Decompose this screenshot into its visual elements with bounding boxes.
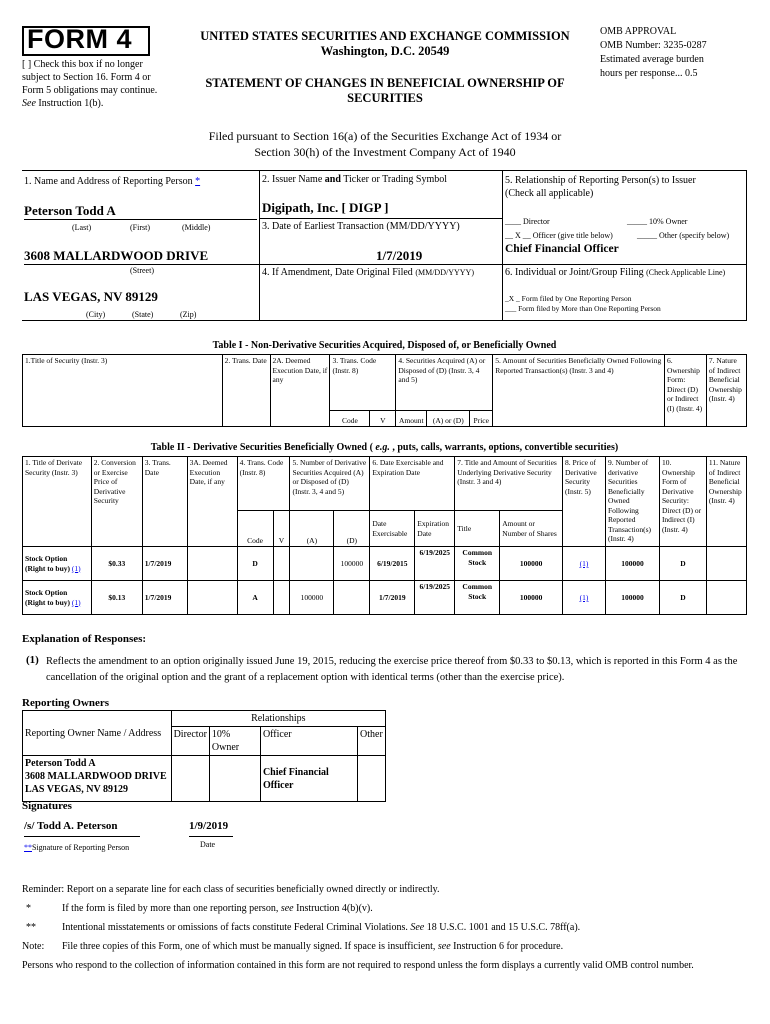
signatures-heading: Signatures — [22, 800, 72, 812]
row-nature — [706, 547, 746, 581]
earliest-date-label: 3. Date of Earliest Transaction (MM/DD/YYYY) — [262, 221, 460, 232]
row-d: 100000 — [334, 547, 370, 581]
explanation-text: Reflects the amendment to an option originally issued June 19, 2015, reducing the exercise price thereof from $0.33 to $0.13, which is reported in this Form 4 as the cancellation of the original option and the grant of a replacement option with identical terms (other than the exercise price). — [46, 656, 738, 683]
city-label: (City) — [86, 310, 106, 319]
box-border-top — [22, 170, 747, 171]
date-label: Date — [200, 840, 216, 849]
explanation-heading: Explanation of Responses: — [22, 633, 147, 645]
zip-label: (Zip) — [180, 310, 197, 319]
row-d — [334, 581, 370, 615]
t1-col-ownership-form: 6. Ownership Form: Direct (D) or Indirect (I) (Instr. 4) — [664, 355, 706, 427]
relationship-officer: __ X __ Officer (give title below) — [505, 231, 613, 240]
owners-col-ten: 10% Owner — [209, 727, 260, 756]
row-nature — [706, 581, 746, 615]
agency-name: UNITED STATES SECURITIES AND EXCHANGE COMMISSION Washington, D.C. 20549 — [200, 29, 570, 58]
table1-non-derivative — [22, 354, 747, 427]
t1-col-deemed: 2A. Deemed Execution Date, if any — [270, 355, 330, 427]
row-exp-date: 6/19/2025 — [415, 581, 455, 615]
owner-other — [358, 756, 386, 802]
t1-col-nature: 7. Nature of Indirect Beneficial Ownership (Instr. 4) — [706, 355, 746, 427]
omb-approval: OMB APPROVAL OMB Number: 3235-0287 Estimated average burden hours per response... 0.5 — [600, 26, 707, 79]
state-label: (State) — [132, 310, 154, 319]
reminder: Reminder: Report on a separate line for each class of securities beneficially owned directly or indirectly. — [22, 884, 440, 895]
dstar-note: Intentional misstatements or omissions of facts constitute Federal Criminal Violations. See 18 U.S.C. 1001 and 15 U.S.C. 78ff(a). — [62, 922, 581, 933]
row-exp-date: 6/19/2025 — [415, 547, 455, 581]
t2-sub-code: Code — [237, 511, 273, 547]
t1-col-acquired: 4. Securities Acquired (A) or Disposed of (D) (Instr. 3, 4 and 5) — [396, 355, 493, 411]
row-deemed — [187, 547, 237, 581]
street-underline — [24, 264, 259, 265]
first-label: (First) — [130, 223, 150, 232]
row-title: Common Stock — [455, 581, 500, 615]
filing-multi-person: ___ Form filed by More than One Reporting Person — [505, 304, 661, 313]
t2-col-deemed: 3A. Deemed Execution Date, if any — [187, 457, 237, 547]
table-row — [23, 581, 747, 615]
star-note: If the form is filed by more than one reporting person, see Instruction 4(b)(v). — [62, 903, 373, 914]
t2-col-code: 4. Trans. Code (Instr. 8) — [237, 457, 290, 511]
row-trans-date: 1/7/2019 — [142, 547, 187, 581]
row-v — [273, 547, 290, 581]
t1-col-code: 3. Trans. Code (Instr. 8) — [330, 355, 396, 411]
owner-officer: Chief Financial Officer — [260, 756, 357, 802]
row-code: D — [237, 547, 273, 581]
box-divider-2 — [502, 170, 503, 320]
amendment-label: 4. If Amendment, Date Original Filed (MM/DD/YYYY) — [262, 267, 474, 278]
row-code: A — [237, 581, 273, 615]
row-title: Common Stock — [455, 547, 500, 581]
dstar-mark: ** — [26, 922, 36, 933]
t2-col-number: 5. Number of Derivative Securities Acquired (A) or Disposed of (D) (Instr. 3, 4 and 5) — [290, 457, 370, 511]
owners-heading: Reporting Owners — [22, 697, 110, 709]
row-date-ex: 6/19/2015 — [370, 547, 415, 581]
row-trans-date: 1/7/2019 — [142, 581, 187, 615]
owners-col-officer: Officer — [260, 727, 357, 756]
t1-sub-amount: Amount — [396, 411, 427, 427]
row-form: D — [659, 581, 706, 615]
row-price-footnote-link[interactable]: (1) — [579, 558, 589, 568]
row-date-ex: 1/7/2019 — [370, 581, 415, 615]
section16-check-note: [ ] Check this box if no longer subject to Section 16. Form 4 or Form 5 obligations may continue. See Instruction 1(b). — [22, 59, 158, 109]
row-owned: 100000 — [605, 581, 659, 615]
owner-address: Peterson Todd A 3608 MALLARDWOOD DRIVE LAS VEGAS, NV 89129 — [23, 756, 172, 802]
owners-col-director: Director — [171, 727, 209, 756]
issuer-name: Digipath, Inc. [ DIGP ] — [262, 200, 389, 215]
reporting-person-street: 3608 MALLARDWOOD DRIVE — [24, 248, 209, 263]
t2-col-price: 8. Price of Derivative Security (Instr. 5) — [563, 457, 606, 547]
filing-one-person: _X _ Form filed by One Reporting Person — [505, 294, 632, 303]
t2-sub-exp: Expiration Date — [415, 511, 455, 547]
signature-name: /s/ Todd A. Peterson — [24, 820, 118, 832]
row-security: Stock Option (Right to buy) (1) — [23, 581, 92, 615]
last-label: (Last) — [72, 223, 92, 232]
t2-sub-title: Title — [455, 511, 500, 547]
t2-col-owned: 9. Number of derivative Securities Beneficially Owned Following Reported Transaction(s) (Instr. 4) — [605, 457, 659, 547]
t2-col-underlying: 7. Title and Amount of Securities Underlying Derivative Security (Instr. 3 and 4) — [455, 457, 563, 511]
t2-col-exercisable: 6. Date Exercisable and Expiration Date — [370, 457, 455, 511]
row-price — [563, 547, 606, 581]
date-underline — [189, 836, 233, 837]
officer-title: Chief Financial Officer — [505, 243, 619, 255]
t2-sub-date-ex: Date Exercisable — [370, 511, 415, 547]
owners-col-other: Other — [358, 727, 386, 756]
row-v — [273, 581, 290, 615]
t2-sub-a: (A) — [290, 511, 334, 547]
t2-sub-v: V — [273, 511, 290, 547]
row-price — [563, 581, 606, 615]
box-line-amend — [259, 264, 746, 265]
table1-title: Table I - Non-Derivative Securities Acquired, Disposed of, or Beneficially Owned — [212, 340, 557, 351]
t2-col-form: 10. Ownership Form of Derivative Security: Direct (D) or Indirect (I) (Instr. 4) — [659, 457, 706, 547]
t1-col-amount-owned: 5. Amount of Securities Beneficially Owned Following Reported Transaction(s) (Instr. 3 and 4) — [493, 355, 665, 427]
t2-col-conversion: 2. Conversion or Exercise Price of Derivative Security — [91, 457, 142, 547]
row-conv-price: $0.33 — [91, 547, 142, 581]
owners-col-name: Reporting Owner Name / Address — [23, 711, 172, 756]
relationship-director: ____ Director — [505, 217, 550, 226]
t2-sub-amount: Amount or Number of Shares — [500, 511, 563, 547]
row-form: D — [659, 547, 706, 581]
table-row — [23, 756, 386, 802]
note-text: File three copies of this Form, one of which must be manually signed. If space is insufficient, see Instruction 6 for procedure. — [62, 941, 564, 952]
row-security: Stock Option (Right to buy) (1) — [23, 547, 92, 581]
issuer-label: 2. Issuer Name and Ticker or Trading Symbol — [262, 174, 448, 185]
name-underline — [24, 219, 257, 220]
box-divider-1 — [259, 170, 260, 320]
reporting-person-footnote-link[interactable]: * — [195, 176, 201, 187]
signature-underline — [24, 836, 140, 837]
row-footnote-link[interactable]: (1) — [71, 597, 81, 607]
owner-director — [171, 756, 209, 802]
statement-title: STATEMENT OF CHANGES IN BENEFICIAL OWNERSHIP OF SECURITIES — [205, 76, 565, 105]
t2-col-nature: 11. Nature of Indirect Beneficial Ownership (Instr. 4) — [706, 457, 746, 547]
t1-col-trans-date: 2. Trans. Date — [222, 355, 270, 427]
reporting-person-label: 1. Name and Address of Reporting Person * — [24, 176, 201, 187]
filed-pursuant: Filed pursuant to Section 16(a) of the Securities Exchange Act of 1934 or Section 30(h) of the Investment Company Act of 1940 — [208, 129, 562, 159]
filing-type-label: 6. Individual or Joint/Group Filing (Check Applicable Line) — [505, 267, 726, 278]
row-deemed — [187, 581, 237, 615]
t1-sub-code: Code — [330, 411, 370, 427]
relationship-other: _____ Other (specify below) — [637, 231, 730, 240]
t1-sub-v: V — [370, 411, 396, 427]
t2-sub-d: (D) — [334, 511, 370, 547]
row-conv-price: $0.13 — [91, 581, 142, 615]
row-a: 100000 — [290, 581, 334, 615]
t1-sub-price: Price — [470, 411, 493, 427]
box-line-issuer — [259, 218, 502, 219]
reporting-person-city: LAS VEGAS, NV 89129 — [24, 289, 158, 304]
t1-sub-aord: (A) or (D) — [427, 411, 470, 427]
omb-notice: Persons who respond to the collection of information contained in this form are not required to respond unless the form displays a currently valid OMB control number. — [22, 960, 694, 971]
row-owned: 100000 — [605, 547, 659, 581]
signature-label: **Signature of Reporting Person — [24, 843, 130, 852]
row-amount: 100000 — [500, 581, 563, 615]
row-price-footnote-link[interactable]: (1) — [579, 592, 589, 602]
explanation-num: (1) — [26, 654, 39, 666]
row-a — [290, 547, 334, 581]
t2-col-title: 1. Title of Derivate Security (Instr. 3) — [23, 457, 92, 547]
earliest-date-value: 1/7/2019 — [376, 248, 423, 263]
street-label: (Street) — [130, 266, 154, 275]
table2-derivative — [22, 456, 747, 615]
owners-table — [22, 710, 386, 802]
owner-ten — [209, 756, 260, 802]
box-border-right — [746, 170, 747, 320]
row-amount: 100000 — [500, 547, 563, 581]
t2-col-trans-date: 3. Trans. Date — [142, 457, 187, 547]
owners-col-rel: Relationships — [171, 711, 385, 727]
star-mark: * — [26, 903, 31, 914]
note-mark: Note: — [22, 941, 45, 952]
signature-date: 1/9/2019 — [189, 820, 229, 832]
t1-col-title: 1.Title of Security (Instr. 3) — [23, 355, 223, 427]
form-title: FORM 4 — [27, 24, 133, 54]
relationship-ten-pct: _____ 10% Owner — [627, 217, 688, 226]
table-row — [23, 547, 747, 581]
relationship-label: 5. Relationship of Reporting Person(s) to Issuer (Check all applicable) — [505, 175, 696, 199]
table2-title: Table II - Derivative Securities Beneficially Owned ( e.g. , puts, calls, warrants, options, convertible securities) — [150, 442, 619, 453]
row-footnote-link[interactable]: (1) — [71, 563, 81, 573]
reporting-person-name: Peterson Todd A — [24, 203, 116, 218]
middle-label: (Middle) — [182, 223, 211, 232]
box-border-bottom — [22, 320, 747, 321]
signature-footnote-link[interactable]: ** — [24, 843, 32, 852]
